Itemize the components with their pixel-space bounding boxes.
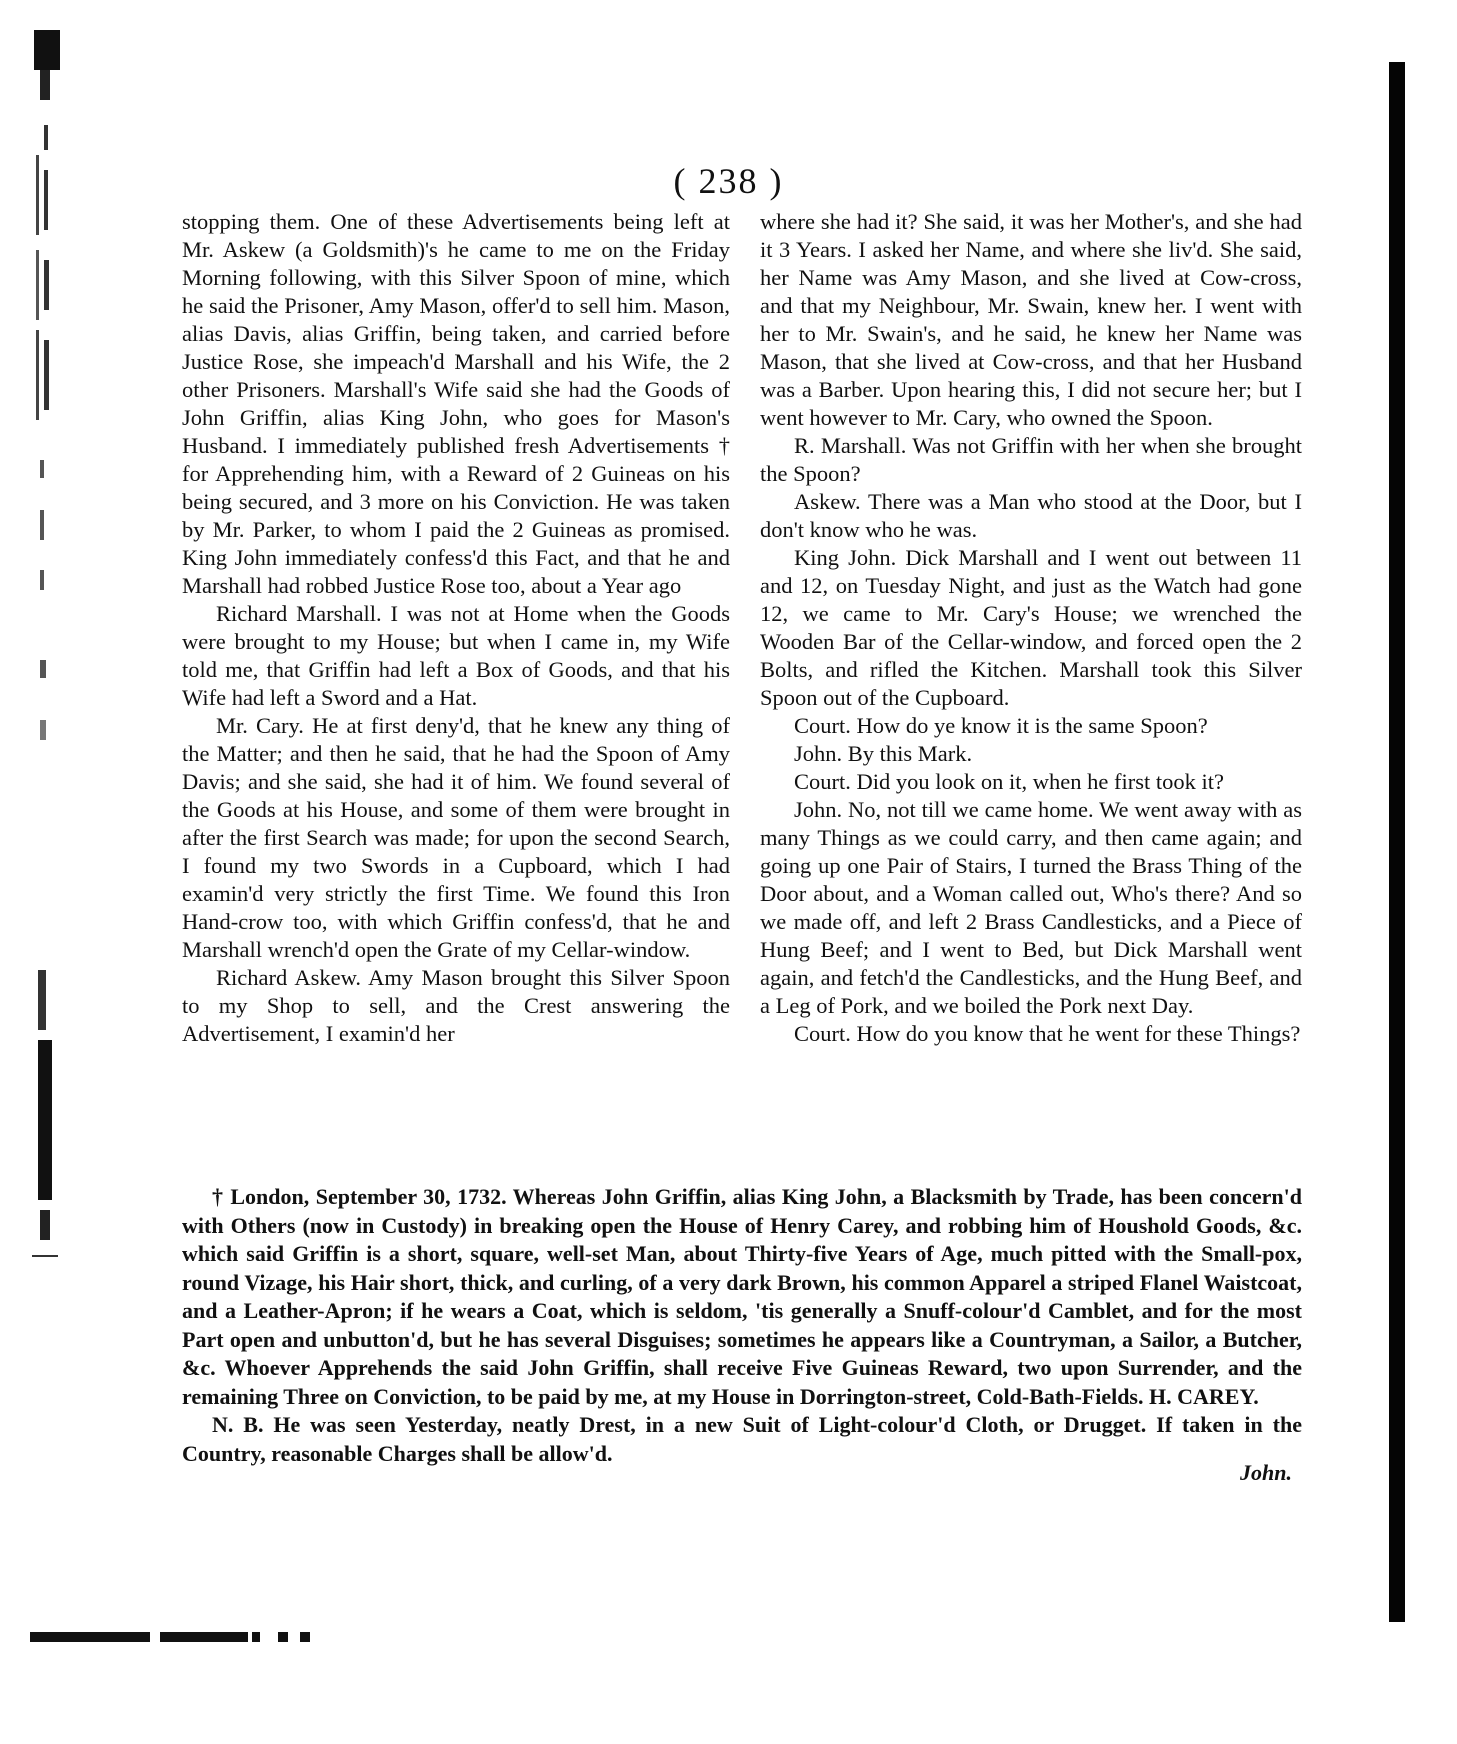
paragraph: Mr. Cary. He at first deny'd, that he knew any thing of the Matter; and then he said, that he had the Spoon of Amy Davis; and she said, she had it of him. We found several of the Goods at his House, and some of them were brought in after the first Search was made; for upon the second Search, I found my two Swords in a Cupboard, which I had examin'd very strictly the first Time. We found this Iron Hand-crow too, with which Griffin confess'd, that he and Marshall wrench'd open the Grate of my Cellar-window. (182, 713, 730, 962)
paragraph: King John. Dick Marshall and I went out between 11 and 12, on Tuesday Night, and just as the Watch had gone 12, we came to Mr. Cary's House; we wrenched the Wooden Bar of the Cellar-window, and forced open the 2 Bolts, and rifled the Kitchen. Marshall took this Silver Spoon out of the Cupboard. (760, 545, 1302, 710)
paragraph: John. No, not till we came home. We went away with as many Things as we could carry, and then came again; and going up one Pair of Stairs, I turned the Brass Thing of the Door about, and a Woman called out, Who's there? And so we made off, and left 2 Brass Candlesticks, and a Piece of Hung Beef; and I went to Bed, but Dick Marshall went again, and fetch'd the Candlesticks, and the Hung Beef, and a Leg of Pork, and we boiled the Pork next Day. (760, 797, 1302, 1018)
footnote-paragraph: † London, September 30, 1732. Whereas John Griffin, alias King John, a Blacksmith by Trade, has been concern'd with Others (now in Custody) in breaking open the House of Henry Carey, and robbing him of Houshold Goods, &c. which said Griffin is a short, square, well-set Man, about Thirty-five Years of Age, much pitted with the Small-pox, round Vizage, his Hair short, thick, and curling, of a very dark Brown, his common Apparel a striped Flanel Waistcoat, and a Leather-Apron; if he wears a Coat, which is seldom, 'tis generally a Snuff-colour'd Camblet, and for the most Part open and unbutton'd, but he has several Disguises; sometimes he appears like a Countryman, a Sailor, a Butcher, &c. Whoever Apprehends the said John Griffin, shall receive Five Guineas Reward, two upon Surrender, and the remaining Three on Conviction, to be paid by me, at my House in Dorrington-street, Cold-Bath-Fields. H. CAREY. (182, 1184, 1302, 1409)
binding-shadow (1389, 62, 1405, 1622)
paragraph: stopping them. One of these Advertisements being left at Mr. Askew (a Goldsmith)'s he came to me on the Friday Morning following, with this Silver Spoon of mine, which he said the Prisoner, Amy Mason, offer'd to sell him. Mason, alias Davis, alias Griffin, being taken, and carried before Justice Rose, she impeach'd Marshall and his Wife, the 2 other Prisoners. Marshall's Wife said she had the Goods of John Griffin, alias King John, who goes for Mason's Husband. I immediately published fresh Advertisements † for Apprehending him, with a Reward of 2 Guineas on his being secured, and 3 more on his Conviction. He was taken by Mr. Parker, to whom I paid the 2 Guineas as promised. King John immediately confess'd this Fact, and that he and Marshall had robbed Justice Rose too, about a Year ago (182, 209, 730, 598)
paragraph: John. By this Mark. (794, 741, 973, 766)
scan-edge-marks (30, 30, 62, 1430)
paragraph: Court. How do you know that he went for these Things? (794, 1021, 1301, 1046)
catchword: John. (1240, 1460, 1292, 1485)
paragraph: R. Marshall. Was not Griffin with her when she brought the Spoon? (760, 433, 1302, 486)
paragraph: Court. Did you look on it, when he first took it? (794, 769, 1224, 794)
paragraph: Richard Marshall. I was not at Home when the Goods were brought to my House; but when I came in, my Wife told me, that Griffin had left a Box of Goods, and that his Wife had left a Sword and a Hat. (182, 601, 730, 710)
footnote-paragraph: N. B. He was seen Yesterday, neatly Drest, in a new Suit of Light-colour'd Cloth, or Drugget. If taken in the Country, reasonable Charges shall be allow'd. (182, 1412, 1302, 1466)
left-column (182, 208, 730, 1048)
scan-bottom-marks (30, 1630, 430, 1644)
right-column (760, 208, 1302, 1048)
paragraph: where she had it? She said, it was her Mother's, and she had it 3 Years. I asked her Name, and where she liv'd. She said, her Name was Amy Mason, and she lived at Cow-cross, and that my Neighbour, Mr. Swain, knew her. I went with her to Mr. Swain's, and he said, he knew her Name was Mason, that she lived at Cow-cross, and that her Husband was a Barber. Upon hearing this, I did not secure her; but I went however to Mr. Cary, who owned the Spoon. (760, 209, 1302, 430)
paragraph: Richard Askew. Amy Mason brought this Silver Spoon to my Shop to sell, and the Crest answering the Advertisement, I examin'd her (182, 965, 730, 1046)
page-number: ( 238 ) (673, 161, 784, 201)
paragraph: Askew. There was a Man who stood at the Door, but I don't know who he was. (760, 489, 1302, 542)
advertisement-footnote (182, 1183, 1302, 1468)
paragraph: Court. How do ye know it is the same Spoon? (794, 713, 1208, 738)
